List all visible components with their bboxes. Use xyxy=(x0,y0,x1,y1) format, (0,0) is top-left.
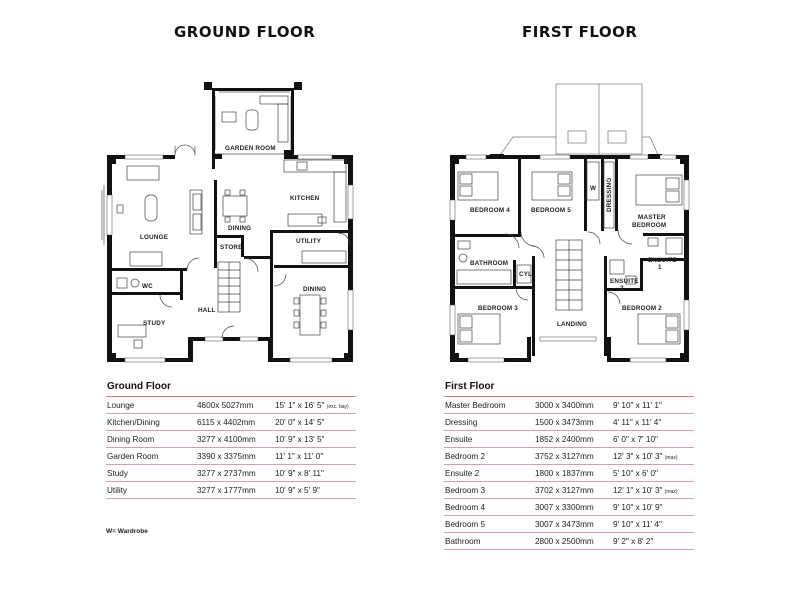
room-name: Study xyxy=(107,468,128,478)
ground-floor-schedule xyxy=(106,381,356,499)
label-utility: UTILITY xyxy=(296,238,322,245)
schedule-row xyxy=(444,482,694,499)
imperial-size-cell xyxy=(275,469,356,478)
label-wardrobe: W xyxy=(590,185,597,192)
room-name: Lounge xyxy=(107,400,135,410)
imperial-size-cell xyxy=(613,401,694,410)
size-note: (exc. bay) xyxy=(326,403,349,410)
room-name: Dining Room xyxy=(107,434,155,444)
schedule-row xyxy=(444,431,694,448)
label-ensuite-1: ENSUITE xyxy=(648,257,677,264)
label-lounge: LOUNGE xyxy=(140,234,169,241)
label-bedroom-5: BEDROOM 5 xyxy=(531,207,571,214)
imperial-size-cell xyxy=(275,486,356,495)
imperial-size: 12' 1" x 10' 3" xyxy=(613,485,663,495)
metric-size: 3752 x 3127mm xyxy=(535,451,594,461)
imperial-size-cell xyxy=(613,503,694,512)
schedule-row xyxy=(444,465,694,482)
imperial-size: 11' 1" x 11' 0" xyxy=(275,451,324,461)
metric-size: 3277 x 1777mm xyxy=(197,485,256,495)
room-name: Ensuite 2 xyxy=(445,468,480,478)
room-name: Kitchen/Dining xyxy=(107,417,160,427)
schedule-row xyxy=(106,482,356,499)
ground-schedule-rows xyxy=(106,397,356,499)
schedule-row xyxy=(106,431,356,448)
imperial-size: 4' 11" x 11' 4" xyxy=(613,417,662,427)
first-furniture xyxy=(457,162,682,344)
imperial-size-cell xyxy=(613,486,694,495)
label-dining-room: DINING xyxy=(303,286,327,293)
imperial-size-cell xyxy=(613,452,694,461)
imperial-size: 10' 9" x 8' 11" xyxy=(275,468,324,478)
first-schedule-rows xyxy=(444,397,694,550)
room-name: Master Bedroom xyxy=(445,400,506,410)
imperial-size: 9' 10" x 11' 1" xyxy=(613,400,662,410)
metric-size: 1500 x 3473mm xyxy=(535,417,594,427)
imperial-size-cell xyxy=(613,520,694,529)
schedule-row xyxy=(444,499,694,516)
label-bedroom-2: BEDROOM 2 xyxy=(622,305,662,312)
imperial-size: 15' 1" x 16' 5" xyxy=(275,400,325,410)
schedule-row xyxy=(106,465,356,482)
ground-floor-title: GROUND FLOOR xyxy=(174,23,316,41)
ground-schedule-heading: Ground Floor xyxy=(106,381,356,397)
label-store: STORE xyxy=(220,244,243,251)
metric-size: 3000 x 3400mm xyxy=(535,400,594,410)
imperial-size-cell xyxy=(275,435,356,444)
metric-size: 1800 x 1837mm xyxy=(535,468,594,478)
metric-size: 3390 x 3375mm xyxy=(197,451,256,461)
label-kitchen: KITCHEN xyxy=(290,195,320,202)
imperial-size-cell xyxy=(275,418,356,427)
schedule-row xyxy=(444,448,694,465)
imperial-size: 20' 0" x 14' 5" xyxy=(275,417,325,427)
label-ensuite-2: ENSUITE xyxy=(610,278,639,285)
imperial-size-cell xyxy=(275,401,356,410)
schedule-row xyxy=(444,533,694,550)
first-floor-title: FIRST FLOOR xyxy=(522,23,638,41)
imperial-size: 9' 2" x 8' 2" xyxy=(613,536,654,546)
wardrobe-legend: W= Wardrobe xyxy=(106,528,148,535)
imperial-size: 10' 9" x 13' 5" xyxy=(275,434,325,444)
size-note: (max) xyxy=(664,488,678,495)
label-master-bedroom: BEDROOM xyxy=(632,222,667,229)
room-name: Bedroom 5 xyxy=(445,519,486,529)
room-name: Ensuite xyxy=(445,434,473,444)
imperial-size: 12' 3" x 10' 3" xyxy=(613,451,663,461)
label-landing: LANDING xyxy=(557,321,588,328)
schedule-row xyxy=(444,397,694,414)
ground-floor-plan xyxy=(102,82,353,362)
imperial-size-cell xyxy=(275,452,356,461)
metric-size: 3007 x 3300mm xyxy=(535,502,594,512)
first-floor-schedule xyxy=(444,381,694,550)
label-ensuite-2-num: 2 xyxy=(620,285,624,292)
first-floor-plan xyxy=(450,84,689,362)
garden-room-pier xyxy=(294,82,302,90)
garden-room-pier xyxy=(204,82,212,90)
metric-size: 3277 x 2737mm xyxy=(197,468,256,478)
label-ensuite-1-num: 1 xyxy=(658,264,662,271)
imperial-size-cell xyxy=(613,469,694,478)
label-bedroom-3: BEDROOM 3 xyxy=(478,305,518,312)
label-master: MASTER xyxy=(638,214,666,221)
imperial-size-cell xyxy=(613,418,694,427)
metric-size: 6115 x 4402mm xyxy=(197,417,256,427)
schedule-row xyxy=(444,414,694,431)
label-dining: DINING xyxy=(228,225,252,232)
room-name: Bedroom 4 xyxy=(445,502,486,512)
metric-size: 4600x 5027mm xyxy=(197,400,254,410)
size-note: (max) xyxy=(664,454,678,461)
metric-size: 3007 x 3473mm xyxy=(535,519,594,529)
room-name: Garden Room xyxy=(107,451,159,461)
imperial-size-cell xyxy=(613,435,694,444)
first-schedule-heading: First Floor xyxy=(444,381,694,397)
label-dressing: DRESSING xyxy=(606,177,613,212)
label-wc: WC xyxy=(142,283,153,290)
imperial-size: 5' 10" x 6' 0" xyxy=(613,468,658,478)
imperial-size: 10' 9" x 5' 9" xyxy=(275,485,320,495)
metric-size: 2800 x 2500mm xyxy=(535,536,594,546)
label-hall: HALL xyxy=(198,307,216,314)
room-name: Bathroom xyxy=(445,536,481,546)
schedule-row xyxy=(106,414,356,431)
roof-outline xyxy=(500,84,658,155)
room-name: Utility xyxy=(107,485,128,495)
imperial-size: 9' 10" x 11' 4" xyxy=(613,519,662,529)
metric-size: 3277 x 4100mm xyxy=(197,434,256,444)
room-name: Bedroom 3 xyxy=(445,485,486,495)
label-garden-room: GARDEN ROOM xyxy=(225,145,276,152)
label-cylinder: CYL xyxy=(519,271,533,278)
imperial-size-cell xyxy=(613,537,694,546)
schedule-row xyxy=(106,397,356,414)
imperial-size: 9' 10" x 10' 9" xyxy=(613,502,663,512)
schedule-row xyxy=(444,516,694,533)
room-name: Dressing xyxy=(445,417,478,427)
metric-size: 3702 x 3127mm xyxy=(535,485,594,495)
label-bedroom-4: BEDROOM 4 xyxy=(470,207,510,214)
metric-size: 1852 x 2400mm xyxy=(535,434,594,444)
label-bathroom: BATHROOM xyxy=(470,260,509,267)
schedule-row xyxy=(106,448,356,465)
label-study: STUDY xyxy=(143,320,166,327)
imperial-size: 6' 0" x 7' 10" xyxy=(613,434,658,444)
room-name: Bedroom 2 xyxy=(445,451,486,461)
